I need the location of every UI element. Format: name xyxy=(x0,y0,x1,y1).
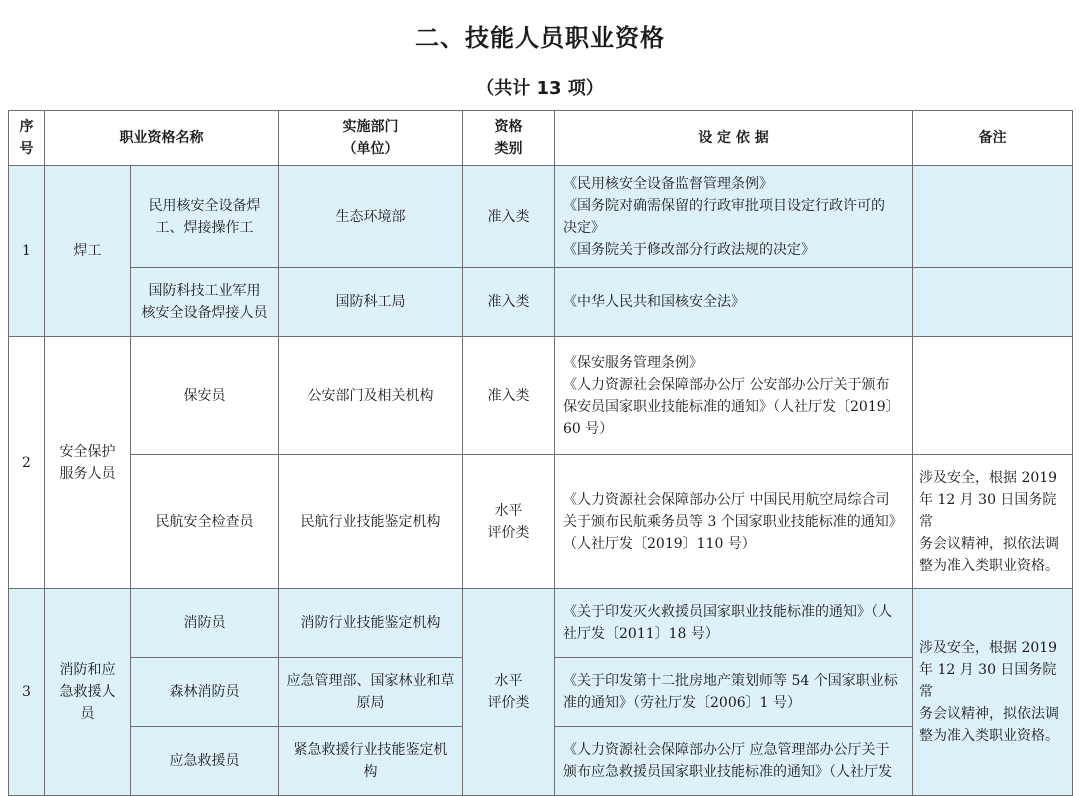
table-header-row xyxy=(9,111,1073,166)
table-row xyxy=(9,268,1073,337)
page-title: 二、技能人员职业资格 xyxy=(415,24,665,52)
dept-cell: 消防行业技能鉴定机构 xyxy=(279,589,463,658)
header-name: 职业资格名称 xyxy=(45,111,279,166)
page-subtitle: （共计 13 项） xyxy=(476,78,604,99)
dept-cell: 紧急救援行业技能鉴定机 构 xyxy=(279,727,463,796)
type-cell: 准入类 xyxy=(463,337,555,455)
header-basis: 设 定 依 据 xyxy=(555,111,913,166)
type-cell: 准入类 xyxy=(463,166,555,268)
note-cell xyxy=(913,166,1073,268)
basis-cell: 《人力资源社会保障部办公厅 应急管理部办公厅关于 颁布应急救援员国家职业技能标准的通知》（人社厅发 xyxy=(555,727,913,796)
basis-cell: 《关于印发第十二批房地产策划师等 54 个国家职业标 准的通知》（劳社厅发〔2006〕1 号） xyxy=(555,658,913,727)
dept-cell: 生态环境部 xyxy=(279,166,463,268)
basis-cell: 《中华人民共和国核安全法》 xyxy=(555,268,913,337)
seq-cell: 1 xyxy=(9,166,45,337)
name-cell: 保安员 xyxy=(131,337,279,455)
type-cell: 水平 评价类 xyxy=(463,589,555,796)
type-cell: 水平 评价类 xyxy=(463,455,555,589)
group-cell: 焊工 xyxy=(45,166,131,337)
header-type: 资格 类别 xyxy=(463,111,555,166)
name-cell: 民航安全检查员 xyxy=(131,455,279,589)
note-cell xyxy=(913,337,1073,455)
table-row xyxy=(9,337,1073,455)
note-cell: 涉及安全，根据 2019 年 12 月 30 日国务院常 务会议精神，拟依法调 整为准入类职业资格。 xyxy=(913,589,1073,796)
basis-cell: 《关于印发灭火救援员国家职业技能标准的通知》（人 社厅发〔2011〕18 号） xyxy=(555,589,913,658)
header-seq: 序 号 xyxy=(9,111,45,166)
group-cell: 消防和应 急救援人 员 xyxy=(45,589,131,796)
table-row xyxy=(9,455,1073,589)
dept-cell: 公安部门及相关机构 xyxy=(279,337,463,455)
type-cell: 准入类 xyxy=(463,268,555,337)
dept-cell: 民航行业技能鉴定机构 xyxy=(279,455,463,589)
table-row xyxy=(9,589,1073,658)
seq-cell: 3 xyxy=(9,589,45,796)
dept-cell: 国防科工局 xyxy=(279,268,463,337)
header-note: 备注 xyxy=(913,111,1073,166)
basis-cell: 《民用核安全设备监督管理条例》 《国务院对确需保留的行政审批项目设定行政许可的 决定》 《国务院关于修改部分行政法规的决定》 xyxy=(555,166,913,268)
table-row xyxy=(9,166,1073,268)
dept-cell: 应急管理部、国家林业和草 原局 xyxy=(279,658,463,727)
name-cell: 森林消防员 xyxy=(131,658,279,727)
group-cell: 安全保护 服务人员 xyxy=(45,337,131,589)
seq-cell: 2 xyxy=(9,337,45,589)
basis-cell: 《人力资源社会保障部办公厅 中国民用航空局综合司 关于颁布民航乘务员等 3 个国家职业技能标准的通知》 （人社厅发〔2019〕110 号） xyxy=(555,455,913,589)
name-cell: 应急救援员 xyxy=(131,727,279,796)
basis-cell: 《保安服务管理条例》 《人力资源社会保障部办公厅 公安部办公厅关于颁布 保安员国家职业技能标准的通知》（人社厅发〔2019〕 60 号） xyxy=(555,337,913,455)
qualification-table xyxy=(8,110,1073,796)
header-dept: 实施部门 （单位） xyxy=(279,111,463,166)
name-cell: 国防科技工业军用 核安全设备焊接人员 xyxy=(131,268,279,337)
note-cell xyxy=(913,268,1073,337)
note-cell: 涉及安全，根据 2019 年 12 月 30 日国务院常 务会议精神，拟依法调 整为准入类职业资格。 xyxy=(913,455,1073,589)
name-cell: 消防员 xyxy=(131,589,279,658)
name-cell: 民用核安全设备焊 工、焊接操作工 xyxy=(131,166,279,268)
